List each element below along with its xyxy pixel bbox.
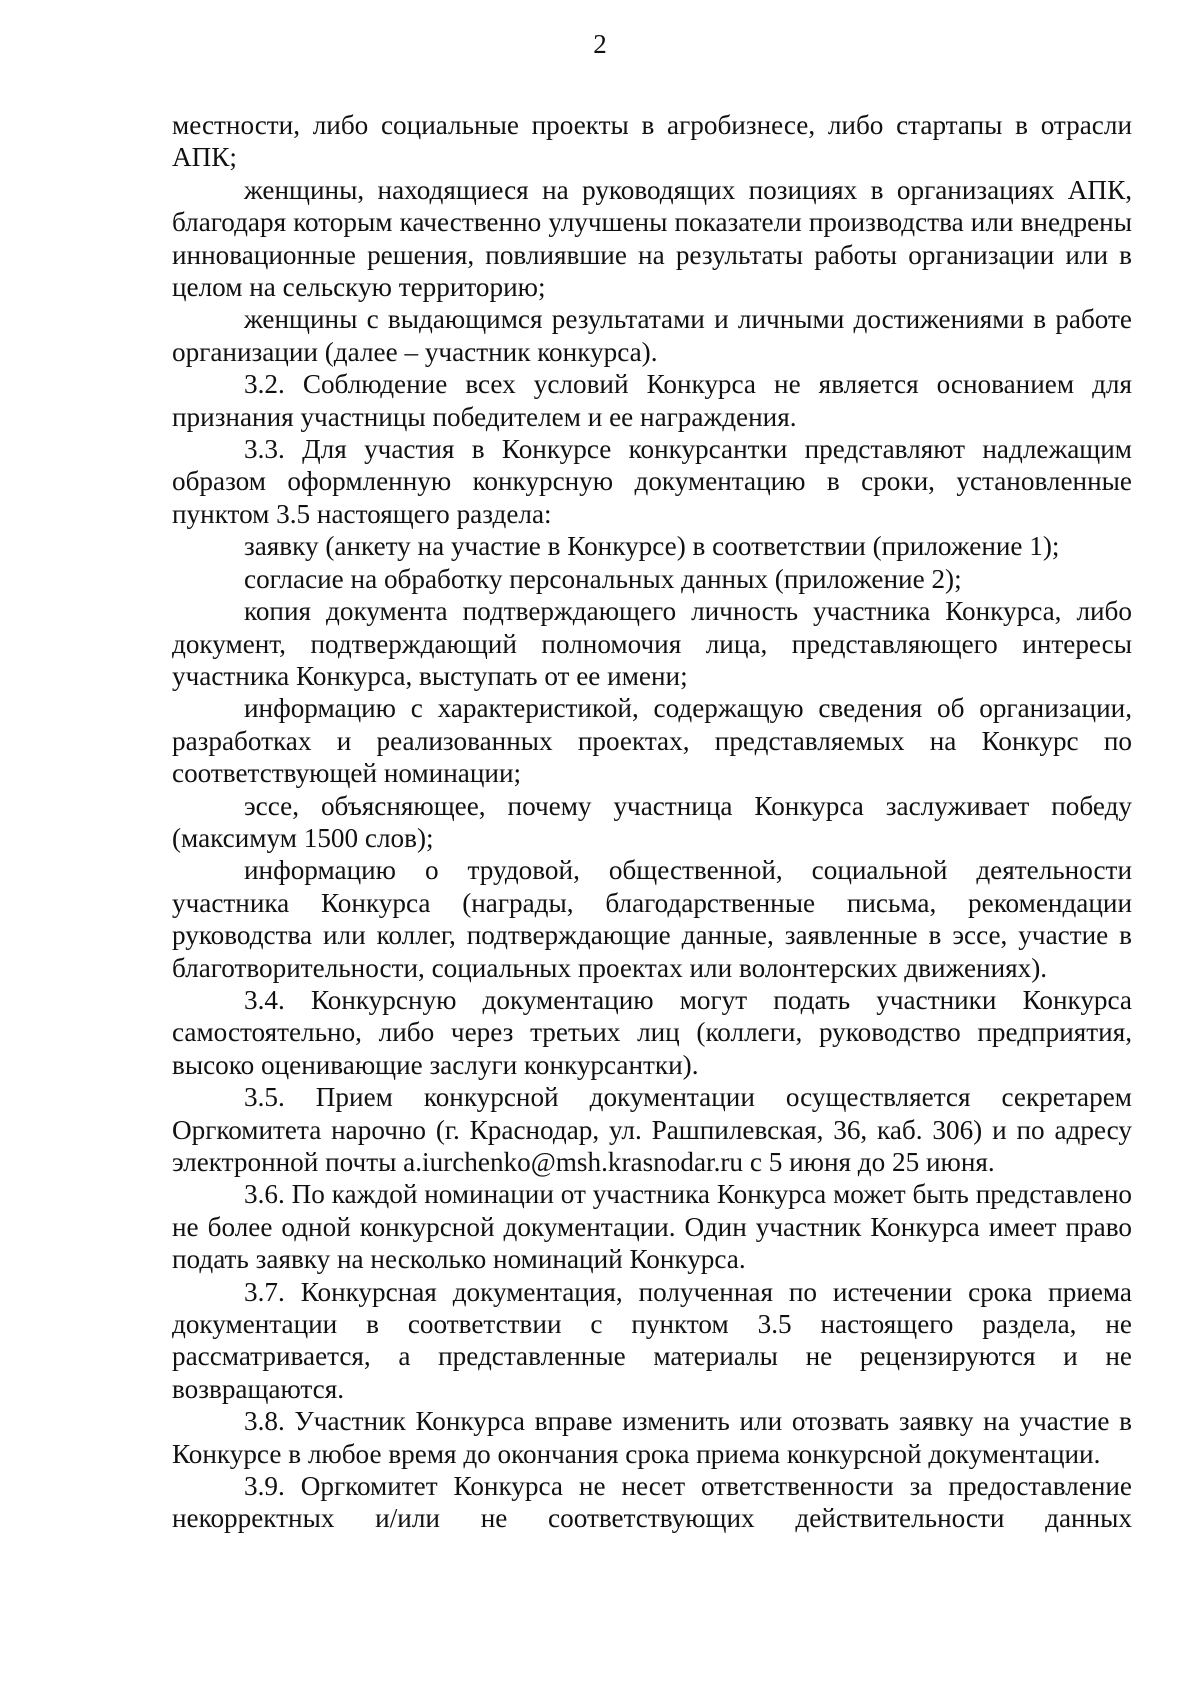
paragraph-list-item: женщины с выдающимся результатами и личными достижениями в работе организации (далее – участник конкурса). [172,304,1132,367]
document-body [172,109,1132,1535]
paragraph-list-item: женщины, находящиеся на руководящих позициях в организациях АПК, благодаря которым качественно улучшены показатели производства или внедрены инновационные решения, повлиявшие на результаты работы организации или в целом на сельскую территорию; [172,174,1132,303]
paragraph-list-item: информацию с характеристикой, содержащую сведения об организации, разработках и реализованных проектах, представляемых на Конкурс по соответствующей номинации; [172,693,1132,789]
paragraph-clause-3-8: 3.8. Участник Конкурса вправе изменить или отозвать заявку на участие в Конкурсе в любое время до окончания срока приема конкурсной документации. [172,1406,1132,1469]
paragraph-clause-3-6: 3.6. По каждой номинации от участника Конкурса может быть представлено не более одной конкурсной документации. Один участник Конкурса имеет право подать заявку на несколько номинаций Конкурса. [172,1179,1132,1275]
paragraph-clause-3-4: 3.4. Конкурсную документацию могут подать участники Конкурса самостоятельно, либо через третьих лиц (коллеги, руководство предприятия, высоко оценивающие заслуги конкурсантки). [172,984,1132,1080]
paragraph-continuation: местности, либо социальные проекты в агробизнесе, либо стартапы в отрасли АПК; [172,110,1132,173]
paragraph-clause-3-9: 3.9. Оргкомитет Конкурса не несет ответственности за предоставление некорректных и/или не соответствующих действительности данных [172,1471,1132,1534]
paragraph-list-item: копия документа подтверждающего личность участника Конкурса, либо документ, подтверждающий полномочия лица, представляющего интересы участника Конкурса, выступать от ее имени; [172,596,1132,691]
paragraph-list-item: эссе, объясняющее, почему участница Конкурса заслуживает победу (максимум 1500 слов); [172,790,1132,853]
paragraph-list-item: информацию о трудовой, общественной, социальной деятельности участника Конкурса (награды, благодарственные письма, рекомендации руководства или коллег, подтверждающие данные, заявленные в эссе, участие в благотворительности, социальных проектах или волонтерских движениях). [172,855,1132,983]
page-number: 2 [593,29,607,59]
paragraph-clause-3-5: 3.5. Прием конкурсной документации осуществляется секретарем Оргкомитета нарочно (г. Краснодар, ул. Рашпилевская, 36, каб. 306) и по адресу электронной почты a.iurchenko@msh.krasnodar.ru с 5 июня до 25 июня. [172,1082,1132,1177]
paragraph-clause-3-3: 3.3. Для участия в Конкурсе конкурсантки представляют надлежащим образом оформленную конкурсную документацию в сроки, установленные пунктом 3.5 настоящего раздела: [172,434,1132,529]
paragraph-clause-3-2: 3.2. Соблюдение всех условий Конкурса не является основанием для признания участницы победителем и ее награждения. [172,369,1132,432]
paragraph-list-item: заявку (анкету на участие в Конкурсе) в соответствии (приложение 1); [244,531,1060,562]
paragraph-list-item: согласие на обработку персональных данных (приложение 2); [244,563,962,594]
paragraph-clause-3-7: 3.7. Конкурсная документация, полученная по истечении срока приема документации в соответствии с пунктом 3.5 настоящего раздела, не рассматривается, а представленные материалы не рецензируются и не возвращаются. [172,1276,1132,1404]
